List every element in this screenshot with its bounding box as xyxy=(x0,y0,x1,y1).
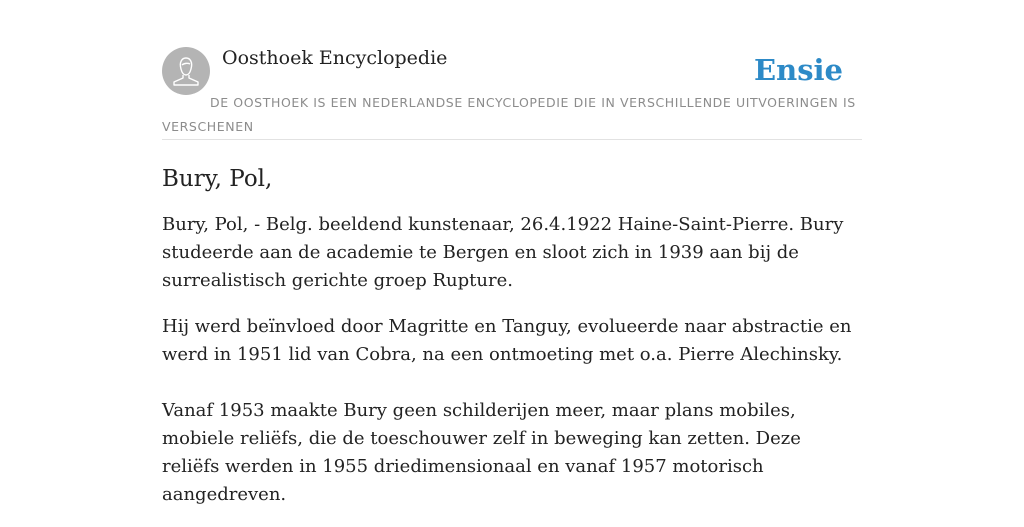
user-avatar-icon[interactable] xyxy=(162,47,210,95)
ensie-logo[interactable]: Ensie xyxy=(754,53,843,87)
source-description: DE OOSTHOEK IS EEN NEDERLANDSE ENCYCLOPEDIE DIE IN VERSCHILLENDE UITVOERINGEN IS VERSCHENEN xyxy=(162,95,856,134)
article-paragraph-1: Bury, Pol, - Belg. beeldend kunstenaar, 26.4.1922 Haine-Saint-Pierre. Bury studeerde aan de academie te Bergen en sloot zich in 1939 aan bij de surrealistisch gerichte groep Rupture. xyxy=(162,214,844,291)
source-header xyxy=(162,46,862,140)
article-body xyxy=(162,211,862,509)
article-title: Bury, Pol, xyxy=(162,166,273,192)
article-paragraph-3: Vanaf 1953 maakte Bury geen schilderijen meer, maar plans mobiles, mobiele reliëfs, die de toeschouwer zelf in beweging kan zetten. Deze reliëfs werden in 1955 driedimensionaal en vanaf 1957 motorisch aangedreven. xyxy=(162,400,801,505)
article-paragraph-2: Hij werd beïnvloed door Magritte en Tanguy, evolueerde naar abstractie en werd in 1951 lid van Cobra, na een ontmoeting met o.a. Pierre Alechinsky. xyxy=(162,316,852,365)
source-title[interactable]: Oosthoek Encyclopedie xyxy=(222,47,448,69)
entry-card xyxy=(162,46,862,527)
